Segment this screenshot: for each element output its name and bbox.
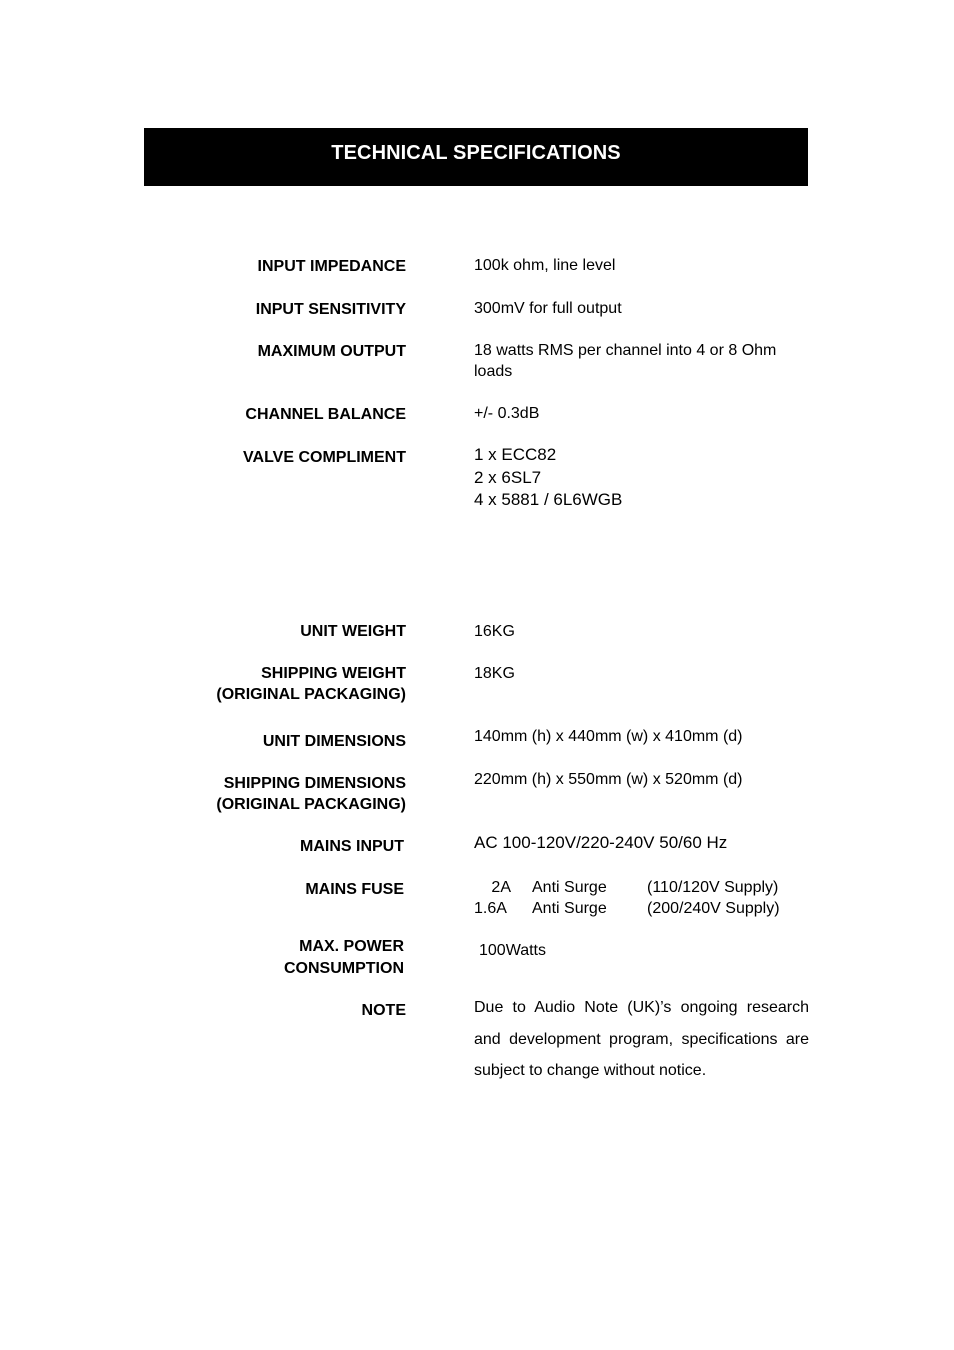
page-title: TECHNICAL SPECIFICATIONS (331, 142, 621, 164)
label-max-power (284, 936, 404, 980)
fuse-type: Anti Surge (532, 879, 607, 896)
value-input-sensitivity: 300mV for full output (474, 300, 622, 317)
label-shipping-weight-line2: (ORIGINAL PACKAGING) (216, 686, 406, 703)
label-mains-fuse: MAINS FUSE (305, 881, 404, 898)
value-shipping-dimensions: 220mm (h) x 550mm (w) x 520mm (d) (474, 771, 743, 788)
value-input-impedance: 100k ohm, line level (474, 257, 616, 274)
value-maximum-output-line1: 18 watts RMS per channel into 4 or 8 Ohm (474, 342, 777, 359)
label-valve-compliment: VALVE COMPLIMENT (243, 449, 406, 466)
label-shipping-dimensions (216, 773, 406, 815)
value-max-power: 100Watts (479, 942, 546, 959)
fuse-type: Anti Surge (532, 900, 607, 917)
label-shipping-weight-line1: SHIPPING WEIGHT (261, 665, 406, 682)
value-valve-compliment (474, 444, 622, 512)
value-note: Due to Audio Note (UK)’s ongoing research and development program, specifications are subject to change without notice. (474, 999, 809, 1079)
fuse-supply: (110/120V Supply) (647, 879, 779, 896)
label-input-impedance: INPUT IMPEDANCE (257, 258, 406, 275)
label-unit-dimensions: UNIT DIMENSIONS (262, 733, 406, 750)
value-channel-balance: +/- 0.3dB (474, 405, 540, 422)
label-channel-balance: CHANNEL BALANCE (245, 406, 406, 423)
title-bar (144, 128, 808, 186)
label-shipping-dimensions-line1: SHIPPING DIMENSIONS (223, 775, 406, 792)
label-unit-weight: UNIT WEIGHT (300, 623, 406, 640)
label-shipping-dimensions-line2: (ORIGINAL PACKAGING) (216, 796, 406, 813)
value-mains-input: AC 100-120V/220-240V 50/60 Hz (474, 833, 728, 852)
label-shipping-weight (216, 663, 406, 705)
fuse-amps: 1.6A (474, 900, 507, 917)
valve-item: 1 x ECC82 (474, 445, 557, 464)
valve-item: 2 x 6SL7 (474, 467, 542, 487)
value-maximum-output (474, 340, 776, 382)
fuse-supply: (200/240V Supply) (647, 900, 780, 917)
value-shipping-weight: 18KG (474, 665, 515, 682)
label-max-power-line1: MAX. POWER (299, 938, 404, 955)
label-note: NOTE (361, 1002, 406, 1019)
label-input-sensitivity: INPUT SENSITIVITY (255, 301, 406, 318)
label-maximum-output: MAXIMUM OUTPUT (257, 343, 406, 360)
fuse-amps: 2A (491, 879, 511, 896)
value-maximum-output-line2: loads (474, 363, 513, 380)
value-unit-dimensions: 140mm (h) x 440mm (w) x 410mm (d) (474, 728, 743, 745)
label-max-power-line2: CONSUMPTION (284, 960, 404, 977)
label-mains-input: MAINS INPUT (300, 838, 404, 855)
value-unit-weight: 16KG (474, 623, 515, 640)
valve-item: 4 x 5881 / 6L6WGB (474, 490, 623, 509)
